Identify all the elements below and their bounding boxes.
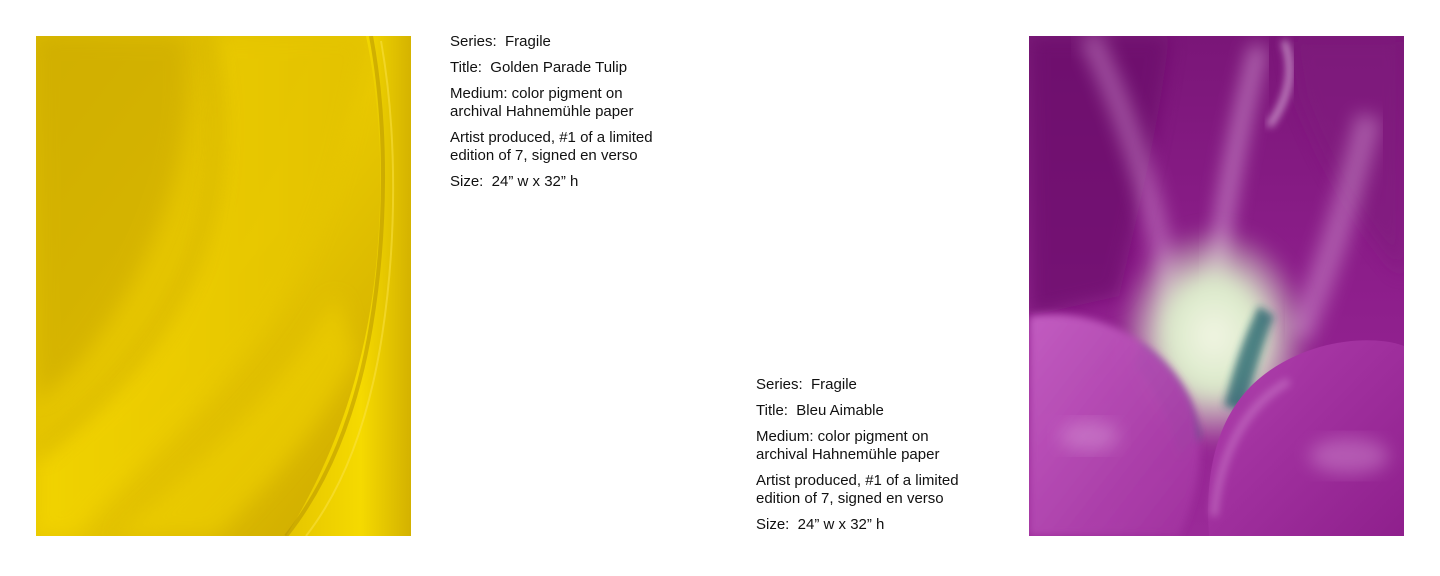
caption-series: Series: Fragile [756, 376, 857, 393]
yellow-tulip-petal-photo-icon [36, 36, 411, 536]
caption-medium-line1: Medium: color pigment on [756, 428, 929, 445]
caption-edition-line1: Artist produced, #1 of a limited [756, 472, 959, 489]
caption-edition [756, 472, 1016, 508]
caption-edition-line2: edition of 7, signed en verso [450, 147, 638, 164]
caption-size: Size: 24” w x 32” h [756, 516, 885, 533]
caption-series: Series: Fragile [450, 33, 551, 50]
caption-medium [450, 85, 710, 121]
artwork-caption-golden-parade-tulip [450, 33, 710, 199]
caption-edition-line2: edition of 7, signed en verso [756, 490, 944, 507]
caption-medium-line1: Medium: color pigment on [450, 85, 623, 102]
artwork-caption-bleu-aimable [756, 376, 1016, 542]
artwork-image-bleu-aimable [1029, 36, 1404, 536]
caption-title: Title: Bleu Aimable [756, 402, 884, 419]
caption-title: Title: Golden Parade Tulip [450, 59, 628, 76]
caption-medium-line2: archival Hahnemühle paper [450, 103, 634, 120]
artwork-image-golden-parade-tulip [36, 36, 411, 536]
purple-tulip-macro-photo-icon [1029, 36, 1404, 536]
caption-size: Size: 24” w x 32” h [450, 173, 579, 190]
caption-medium [756, 428, 1016, 464]
caption-medium-line2: archival Hahnemühle paper [756, 446, 940, 463]
caption-edition [450, 129, 710, 165]
caption-edition-line1: Artist produced, #1 of a limited [450, 129, 653, 146]
